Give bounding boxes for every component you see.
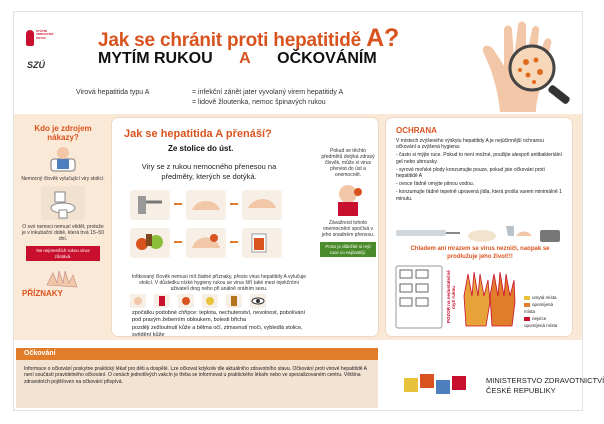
transmission-right-text-2: Závažnost tohoto onemocnění spočívá v jeho snadném přenosu. (321, 220, 375, 238)
symptoms-title: PŘÍZNAKY (22, 289, 63, 298)
protection-intro: V místech zvýšeného výskytu hepatitidy A je nejúčinnější ochranou očkování a zvýšená hygiena: (396, 138, 544, 151)
title-main: Jak se chránit proti hepatitidě (98, 30, 367, 51)
sick-person-icon (43, 145, 83, 173)
legend-item-2: opomíjená místa (524, 302, 554, 314)
transmission-right-text-1: Pokud se těchto předmětů dotýká zdravý člověk, může si virus přenést do úst a onemocnět. (321, 148, 375, 178)
transmission-text-1: Viry se z rukou nemocného přenesou na předměty, kterých se dotýká. (141, 162, 277, 181)
protection-heading: OCHRANA (396, 126, 437, 135)
subtitle-part-3: OČKOVÁNÍM (277, 50, 377, 67)
transmission-sub: Ze stolice do úst. (168, 144, 234, 153)
protection-cta: Chladem ani mrazem se virus nezničí, naopak se prodlužuje jeho život!!! (410, 246, 550, 260)
protection-card (386, 118, 572, 336)
szu-logo (26, 30, 66, 78)
ministry-cubes-icon (404, 372, 476, 400)
hand-icon (43, 267, 83, 289)
symptom-early: zpočátku podobné chřipce: teplota, nechutenství, nevolnost, pobolívání pod pravým žeberním obloukem, bolesti břicha (132, 310, 306, 323)
page-subtitle (98, 50, 377, 68)
vaccination-heading: Očkování (24, 350, 56, 357)
subtitle-part-2: A (239, 50, 251, 67)
page-title (98, 24, 399, 53)
handwash-box: Proto je důležité si mýt ruce co nejčastěji. (320, 242, 376, 257)
vaccination-body: Informace o očkování poskytne praktický lékař pro děti a dospělé. Lze očkovat kdykoliv dle aktuálního zdravotního stavu. Očkování proti virové hepatitidě A není součástí pravidelného očkování. O cenách jednotlivých vakcín je třeba se informovat u praktického lékaře nebo ve specializovaném centru. Většina zdravotních pojišťoven na očkování přispívá. (24, 366, 367, 385)
transmission-illustrations (130, 190, 300, 258)
protection-item-2: - syrové mořské plody konzumujte pouze, pokud jste očkováni proti hepatitidě A (396, 166, 545, 180)
protection-item-4: - konzumujte řádně tepelně upravená jídla, která prošla varem minimálně 1 minutu. (396, 189, 562, 202)
subtitle-part-1: MYTÍM RUKOU (98, 50, 213, 67)
eating-person-icon (328, 182, 368, 216)
ministry-name-1: MINISTERSTVO ZDRAVOTNICTVÍ (486, 376, 604, 385)
source-question: Kdo je zdrojem nákazy? (34, 124, 92, 142)
definition-value-1: = infekční zánět jater vyvolaný virem hepatitidy A (192, 89, 344, 96)
ministry-name-2: ČESKÉ REPUBLIKY (486, 386, 556, 395)
transmission-text-2: Infikovaný člověk nemusí mít žádné příznaky, přesto virus hepatitidy A vylučuje stolicí. V důsledku nízké hygieny rukou se virus šíří také mezi injekčními uživateli drog nebo při análně orálním sexu. (131, 274, 307, 292)
legend-item-1: umytá místa (532, 295, 557, 300)
coverage-legend (524, 294, 564, 329)
legend-item-3: nejvíce opomíjená místa (524, 316, 558, 328)
logo-abbr: SZÚ (27, 60, 45, 70)
transmission-right-column (320, 148, 376, 257)
symptoms-list (132, 310, 312, 338)
transmission-card (112, 118, 378, 336)
handwash-diagram (396, 266, 564, 328)
definition-key: Virová hepatitida typu A (76, 89, 150, 96)
logo-mark-icon (26, 30, 34, 46)
definition-value-2: = lidově žloutenka, nemoc špinavých rukou (192, 99, 326, 106)
poster (14, 12, 604, 410)
symptom-icons (130, 294, 310, 308)
protection-list (396, 138, 564, 202)
protection-icons (396, 222, 564, 244)
pozor-label: POZOR na nedostatečné mytí rukou (446, 270, 456, 324)
title-letter: A? (366, 24, 400, 52)
warning-box: Ne nejmenších rukou virus zůstává. (26, 246, 100, 261)
protection-item-1: - často si mýjte ruce. Pokud to není možné, použijte alespoň antibakteriální gel nebo ubrousky. (396, 152, 562, 165)
vaccination-box (16, 348, 378, 408)
protection-item-3: - ovoce řádně omyjte pitnou vodou. (396, 181, 475, 188)
source-text-2: O své nemoci nemusí vědět, protože je v inkubační době, která trvá 15–50 dní. (22, 224, 104, 242)
transmission-heading: Jak se hepatitida A přenáší? (124, 128, 272, 140)
left-column (20, 124, 106, 298)
toilet-icon (41, 186, 85, 220)
symptom-late: později zežloutnutí kůže a bělma očí, ztmavnutí moči, vybledlá stolice, svědění kůže (132, 325, 303, 338)
source-text-1: Nemocný člověk vylučující viry stolicí. (21, 176, 105, 182)
vaccination-header (16, 348, 378, 360)
logo-text: STÁTNÍ ZDRAVOTNÍ ÚSTAV (36, 29, 54, 40)
hand-magnifier-illustration (470, 20, 580, 112)
definition (76, 88, 343, 108)
ministry-name (486, 376, 604, 396)
